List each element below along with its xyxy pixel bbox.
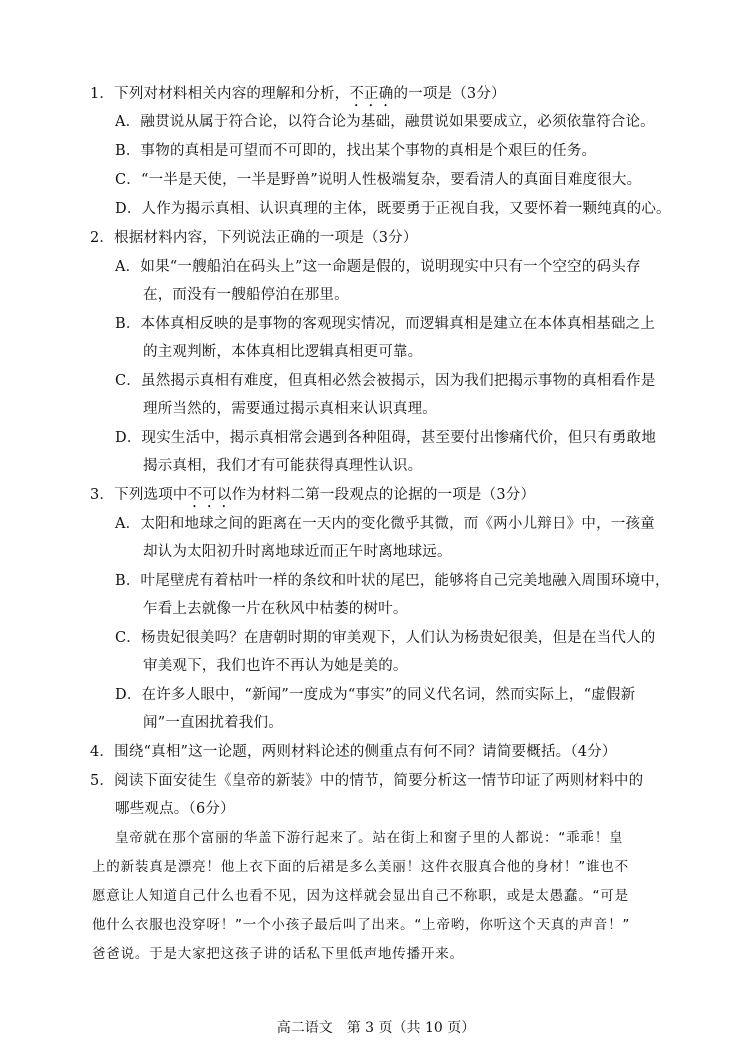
- q1-option-b: B．事物的真相是可望而不可即的，找出某个事物的真相是个艰巨的任务。: [115, 143, 597, 159]
- q1-stem-pre: 1．下列对材料相关内容的理解和分析，: [90, 86, 350, 102]
- passage-line-1: 皇帝就在那个富丽的华盖下游行起来了。站在街上和窗子里的人都说：“乖乖！皇: [115, 830, 624, 846]
- q1-stem-post: 的一项是（3分）: [393, 86, 506, 102]
- q2-option-b-line1: B．本体真相反映的是事物的客观现实情况，而逻辑真相是建立在本体真相基础之上: [115, 316, 656, 332]
- passage-line-4: 他什么衣服也没穿呀！”一个小孩子最后叫了出来。“上帝哟，你听这个天真的声音！”: [92, 917, 631, 933]
- q2-option-a-line2: 在，而没有一艘船停泊在那里。: [143, 287, 349, 303]
- q2-stem: 2．根据材料内容，下列说法正确的一项是（3分）: [90, 230, 418, 246]
- q3-stem: [90, 485, 535, 511]
- q3-option-a-line1: A．太阳和地球之间的距离在一天内的变化微乎其微，而《两小儿辩日》中，一孩童: [115, 516, 655, 532]
- q4-stem: 4．围绕“真相”这一论题，两则材料论述的侧重点有何不同？请简要概括。（4分）: [90, 744, 617, 760]
- q1-option-a: A．融贯说从属于符合论，以符合论为基础，融贯说如果要成立，必须依靠符合论。: [115, 114, 655, 130]
- q2-option-c-line2: 理所当然的，需要通过揭示真相来认识真理。: [143, 401, 437, 417]
- q2-option-c-line1: C．虽然揭示真相有难度，但真相必然会被揭示，因为我们把揭示事物的真相看作是: [115, 373, 656, 389]
- q2-option-b-line2: 的主观判断，本体真相比逻辑真相更可靠。: [143, 344, 423, 360]
- q1-stem: [90, 84, 506, 110]
- passage-line-3: 愿意让人知道自己什么也看不见，因为这样就会显出自己不称职，或是太愚蠢。“可是: [92, 888, 629, 904]
- passage-line-5: 爸爸说。于是大家把这孩子讲的话私下里低声地传播开来。: [92, 946, 464, 962]
- q3-option-a-line2: 却认为太阳初升时离地球近而正午时离地球远。: [143, 544, 452, 560]
- q1-stem-emphasis: 不正确: [349, 86, 394, 102]
- q1-option-c: C．“一半是天使，一半是野兽”说明人性极端复杂，要看清人的真面目难度很大。: [115, 172, 642, 188]
- q2-option-a-line1: A．如果“一艘船泊在码头上”这一命题是假的，说明现实中只有一个空空的码头存: [115, 259, 641, 275]
- q3-stem-post: 作为材料二第一段观点的论据的一项是（3分）: [231, 487, 536, 503]
- page-footer: 高二语文 第 3 页（共 10 页）: [276, 1020, 476, 1036]
- q1-option-d: D．人作为揭示真相、认识真理的主体，既要勇于正视自我，又要怀着一颗纯真的心。: [115, 201, 671, 217]
- q5-stem-line2: 哪些观点。（6分）: [115, 801, 235, 817]
- q3-option-d-line1: D．在许多人眼中，“新闻”一度成为“事实”的同义代名词，然而实际上，“虚假新: [115, 687, 636, 703]
- q3-stem-emphasis: 不可以: [187, 487, 232, 503]
- q2-option-d-line2: 揭示真相，我们才有可能获得真理性认识。: [143, 458, 423, 474]
- q3-option-b-line1: B．叶尾壁虎有着枯叶一样的条纹和叶状的尾巴，能够将自己完美地融入周围环境中，: [115, 573, 670, 589]
- q2-option-d-line1: D．现实生活中，揭示真相常会遇到各种阻碍，甚至要付出惨痛代价，但只有勇敢地: [115, 430, 657, 446]
- q3-option-c-line1: C．杨贵妃很美吗？在唐朝时期的审美观下，人们认为杨贵妃很美，但是在当代人的: [115, 630, 656, 646]
- q3-option-b-line2: 乍看上去就像一片在秋风中枯萎的树叶。: [143, 601, 408, 617]
- q3-stem-pre: 3．下列选项中: [90, 487, 188, 503]
- q3-option-c-line2: 审美观下，我们也许不再认为她是美的。: [143, 658, 408, 674]
- q3-option-d-line2: 闻”一直困扰着我们。: [143, 715, 283, 731]
- passage-line-2: 上的新装真是漂亮！他上衣下面的后裙是多么美丽！这件衣服真合他的身材！”谁也不: [92, 859, 629, 875]
- q5-stem-line1: 5．阅读下面安徒生《皇帝的新装》中的情节，简要分析这一情节印证了两则材料中的: [90, 773, 644, 789]
